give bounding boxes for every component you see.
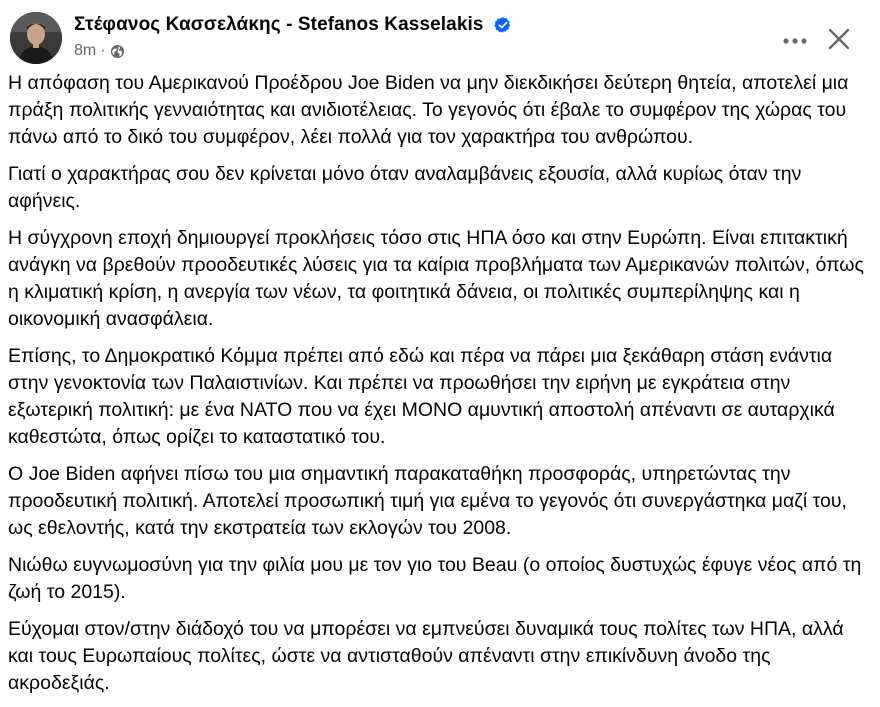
post-paragraph: Η απόφαση του Αμερικανού Προέδρου Joe Biden να μην διεκδικήσει δεύτερη θητεία, αποτελεί μια πράξη πολιτικής γενναιότητας και ανιδιοτέλειας. Το γεγονός ότι έβαλε το συμφέρον της χώρας του πάνω από το δικό του συμφέρον, λέει πολλά για τον χαρακτήρα του ανθρώπου. <box>8 72 849 148</box>
post-paragraph: Νιώθω ευγνωμοσύνη για την φιλία μου με τον γιο του Beau (ο οποίος δυστυχώς έφυγε νέος από τη ζωή το 2015). <box>8 554 862 603</box>
verified-badge-icon <box>494 16 512 34</box>
author-avatar[interactable] <box>10 12 62 64</box>
post-header <box>8 8 880 64</box>
more-options-button[interactable] <box>780 26 810 56</box>
author-name[interactable]: Στέφανος Κασσελάκης - Stefanos Kasselakis <box>74 14 484 35</box>
post-body <box>8 70 872 707</box>
more-horizontal-icon <box>782 37 808 45</box>
close-button[interactable] <box>824 24 854 54</box>
globe-icon[interactable] <box>110 44 125 59</box>
post-paragraph: Επίσης, το Δημοκρατικό Κόμμα πρέπει από εδώ και πέρα να πάρει μια ξεκάθαρη στάση ενάντια στην γενοκτονία των Παλαιστινίων. Και πρέπει να προωθήσει την ειρήνη με εγκράτεια στην εξωτερική πολιτική: με ένα ΝΑΤΟ που να έχει ΜΟΝΟ αμυντική αποστολή απέναντι σε αυταρχικά καθεστώτα, όπως ορίζει το καταστατικό του. <box>8 345 835 448</box>
post-paragraph: Εύχομαι στον/στην διάδοχό του να μπορέσει να εμπνεύσει δυναμικά τους πολίτες των ΗΠΑ, αλλά και τους Ευρωπαίους πολίτες, ώστε να αντισταθούν απέναντι στην επικίνδυνη άνοδο της ακροδεξιάς. <box>8 618 844 694</box>
avatar-image <box>10 12 62 64</box>
post-time[interactable]: 8m <box>74 42 97 59</box>
post-paragraph: Γιατί ο χαρακτήρας σου δεν κρίνεται μόνο όταν αναλαμβάνεις εξουσία, αλλά κυρίως όταν την αφήνεις. <box>8 163 802 212</box>
post-paragraph: Ο Joe Biden αφήνει πίσω του μια σημαντική παρακαταθήκη προσφοράς, υπηρετώντας την προοδευτική πολιτική. Αποτελεί προσωπική τιμή για εμένα το γεγονός ότι συνεργάστηκα μαζί του, ως εθελοντής, κατά την εκστρατεία των εκλογών του 2008. <box>8 463 847 539</box>
meta-separator: · <box>100 42 106 59</box>
post-paragraph: Η σύγχρονη εποχή δημιουργεί προκλήσεις τόσο στις ΗΠΑ όσο και στην Ευρώπη. Είναι επιτακτική ανάγκη να βρεθούν προοδευτικές λύσεις για τα καίρια προβλήματα των Αμερικανών πολιτών, όπως η κλιματική κρίση, η ανεργία των νέων, τα φοιτητικά δάνεια, οι πολιτικές συμπερίληψης και η οικονομική ανασφάλεια. <box>8 227 864 330</box>
author-block <box>74 14 512 60</box>
close-icon <box>828 28 850 50</box>
post-meta <box>74 42 512 60</box>
